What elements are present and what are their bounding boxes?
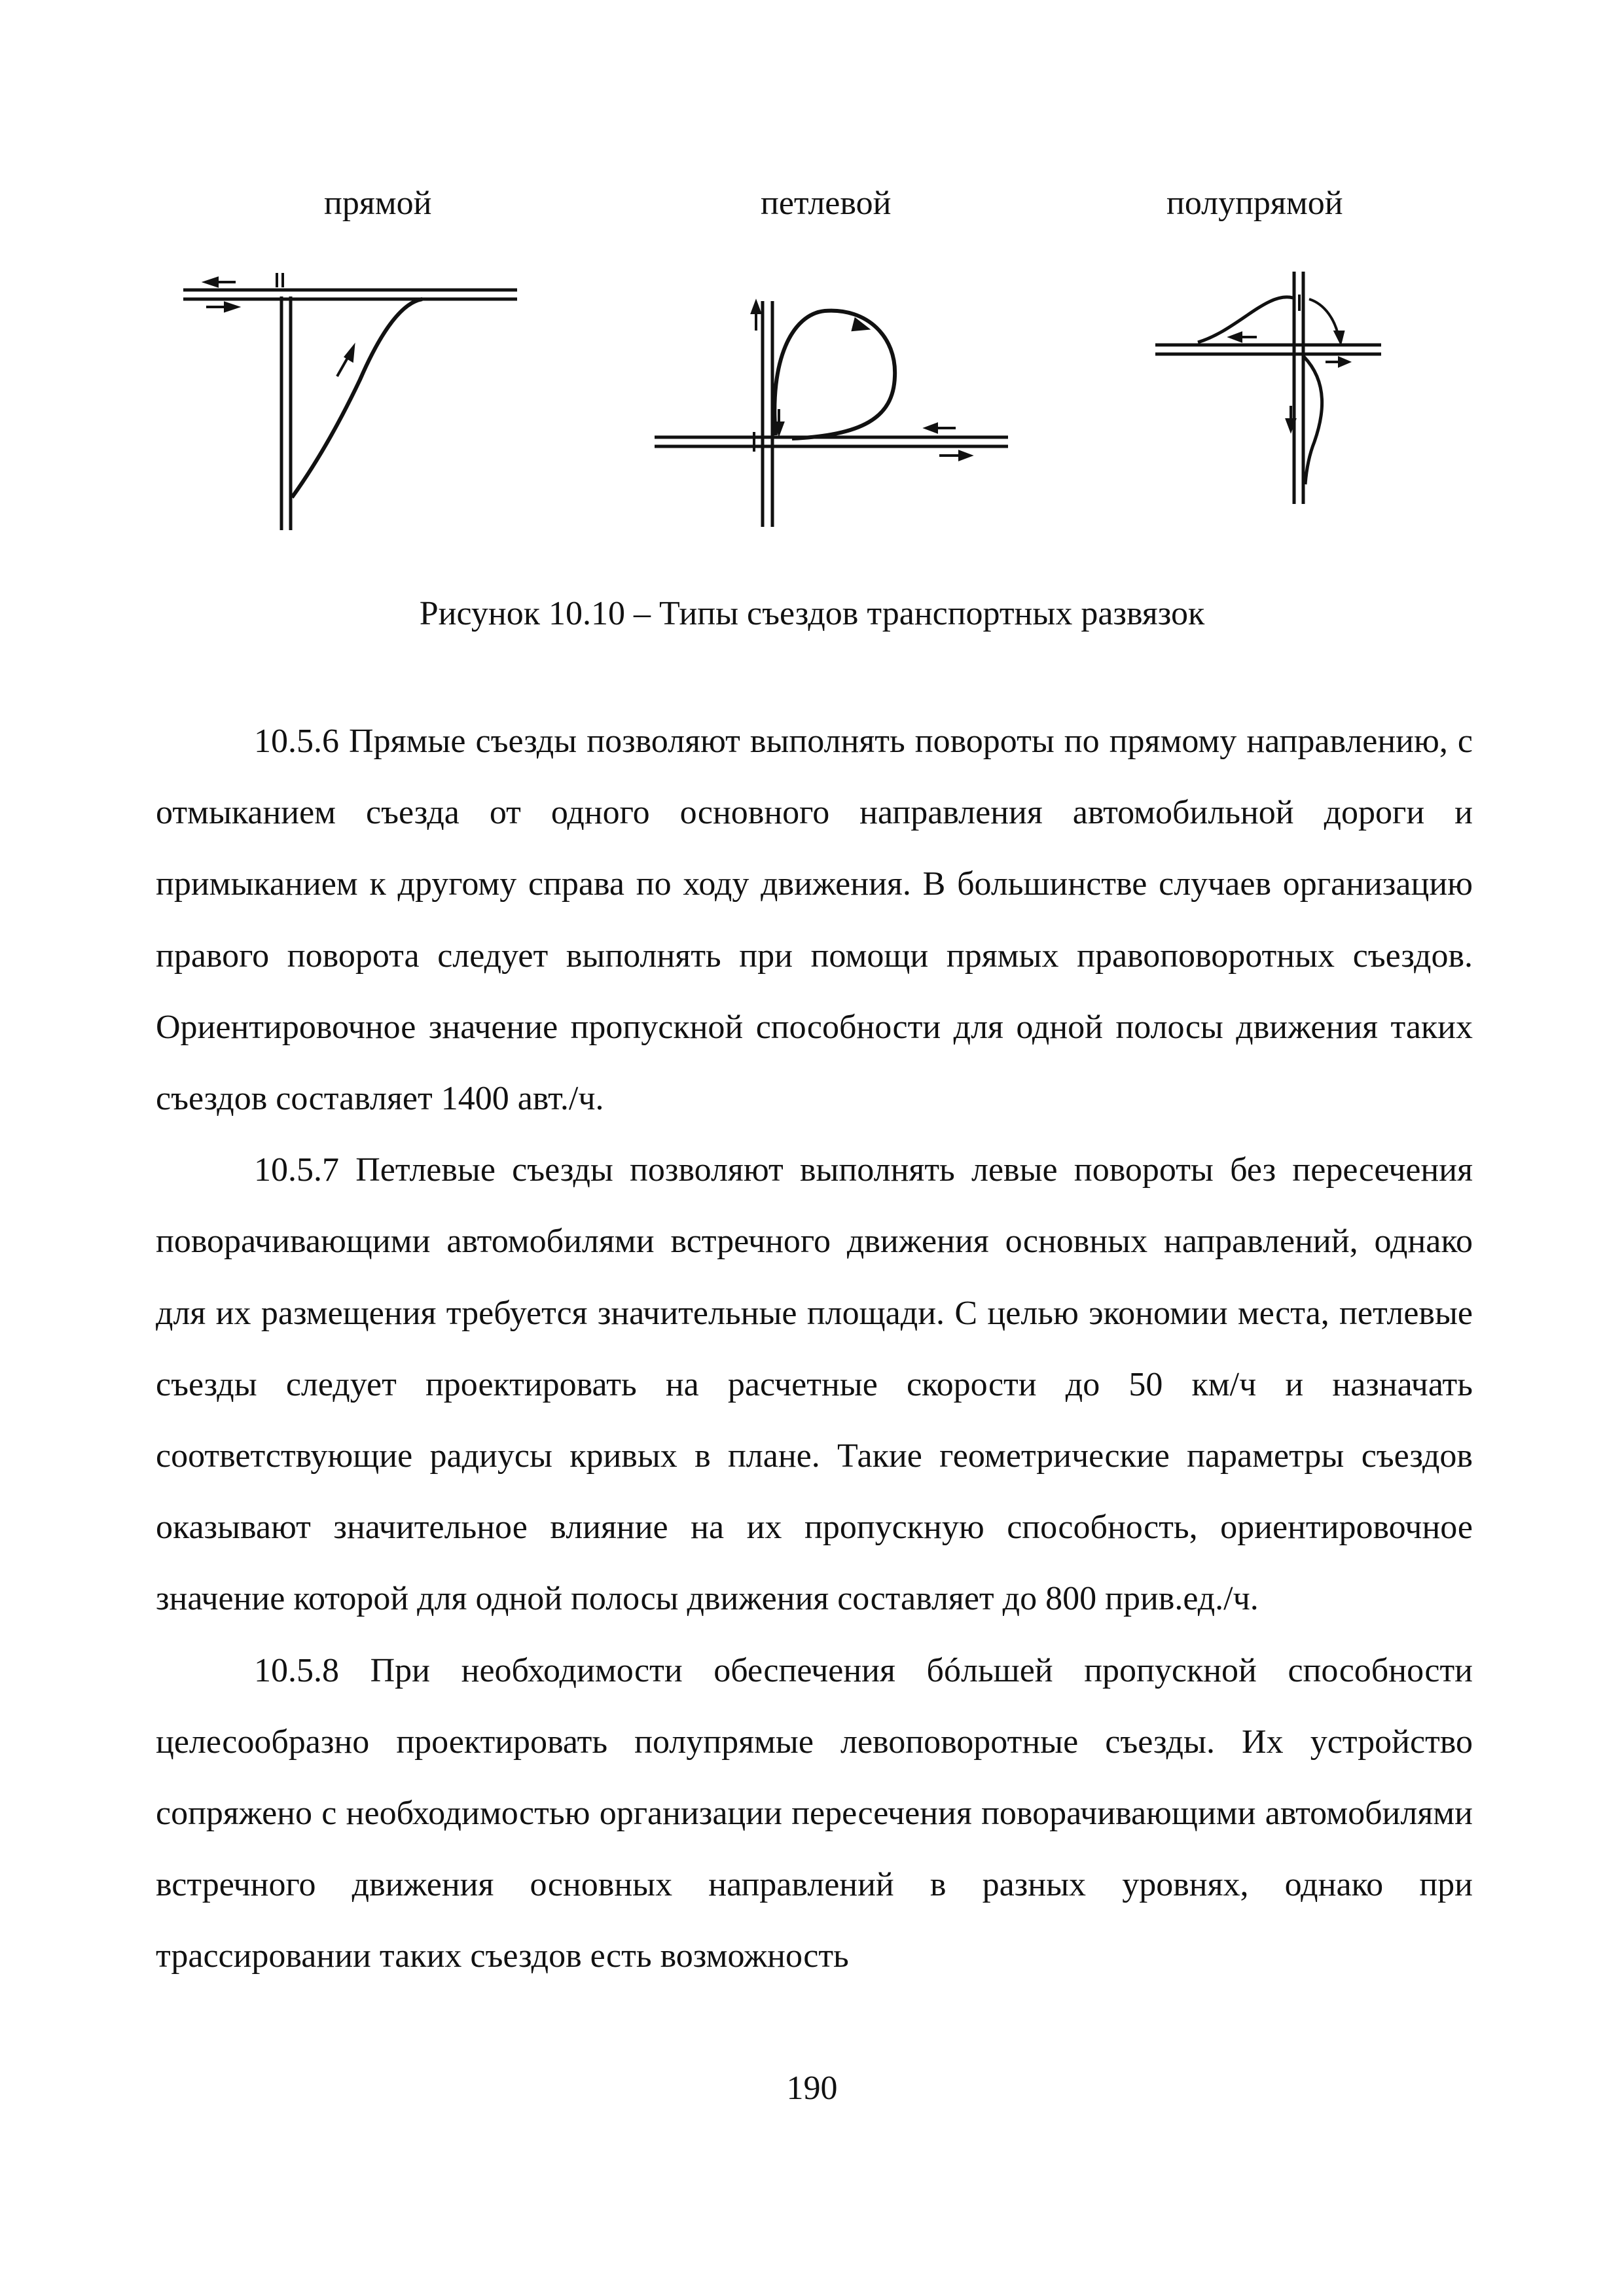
direct-ramp-diagram — [177, 265, 524, 540]
body-text — [156, 706, 1473, 1992]
figure-label-semidirect: полупрямой — [1166, 185, 1343, 222]
paragraph-10-5-6: 10.5.6 Прямые съезды позволяют выполнять повороты по прямому направлению, с отмыканием съезда от одного основного направления автомобильной дороги и примыканием к другому справа по ходу движения. В большинстве случаев организацию правого поворота следует выполнять при помощи прямых правоповоротных съездов. Ориентировочное значение пропускной способности для одной полосы движения таких съездов составляет 1400 авт./ч. — [156, 723, 1473, 1118]
page-number: 190 — [786, 2070, 838, 2107]
figure-label-direct: прямой — [324, 185, 432, 222]
figure-label-loop: петлевой — [761, 185, 892, 222]
figure-caption: Рисунок 10.10 – Типы съездов транспортных развязок — [419, 595, 1205, 632]
paragraph-10-5-8: 10.5.8 При необходимости обеспечения бóльшей пропускной способности целесообразно проектировать полупрямые левоповоротные съезды. Их устройство сопряжено с необходимостью организации пересечения поворачивающими автомобилями встречного движения основных направлений в разных уровнях, однако при трассировании таких съездов есть возможность — [156, 1651, 1473, 1975]
semidirect-ramp-diagram — [1152, 259, 1388, 514]
paragraph-10-5-7: 10.5.7 Петлевые съезды позволяют выполнять левые повороты без пересечения поворачивающими автомобилями встречного движения основных направлений, однако для их размещения требуется значительные площади. С целью экономии места, петлевые съезды следует проектировать на расчетные скорости до 50 км/ч и назначать соответствующие радиусы кривых в плане. Такие геометрические параметры съездов оказывают значительное влияние на их пропускную способность, ориентировочное значение которой для одной полосы движения составляет до 800 прив.ед./ч. — [156, 1151, 1473, 1618]
loop-ramp-diagram — [651, 288, 1018, 537]
